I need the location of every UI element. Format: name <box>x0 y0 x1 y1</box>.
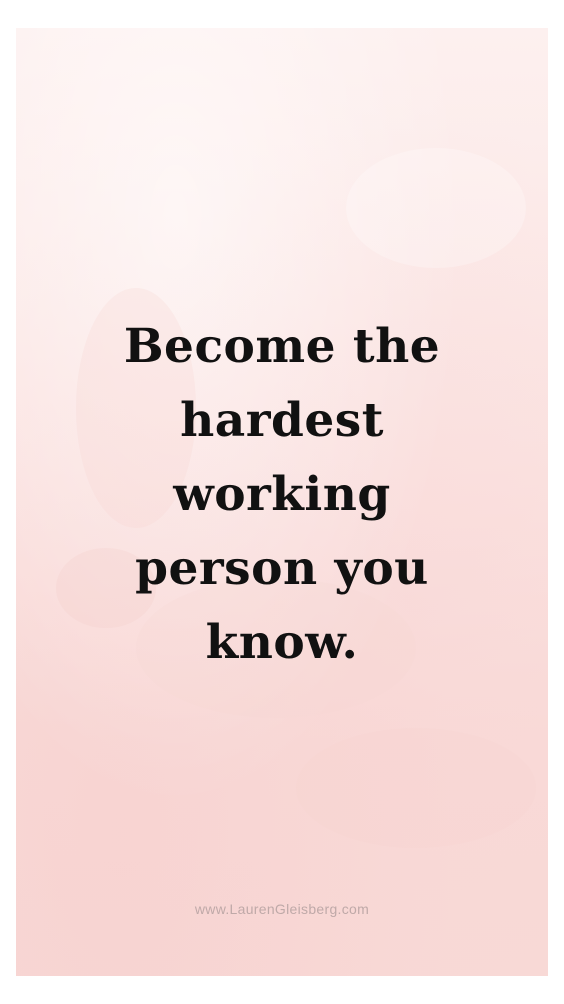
quote-line: working <box>173 467 391 522</box>
watercolor-background-card <box>16 28 548 976</box>
website-credit: www.LaurenGleisberg.com <box>194 901 370 917</box>
quote-line: hardest <box>180 393 384 448</box>
quote-line: know. <box>205 615 359 670</box>
quote-line: person you <box>135 541 429 596</box>
quote-text <box>16 310 548 680</box>
quote-line: Become the <box>123 319 441 374</box>
